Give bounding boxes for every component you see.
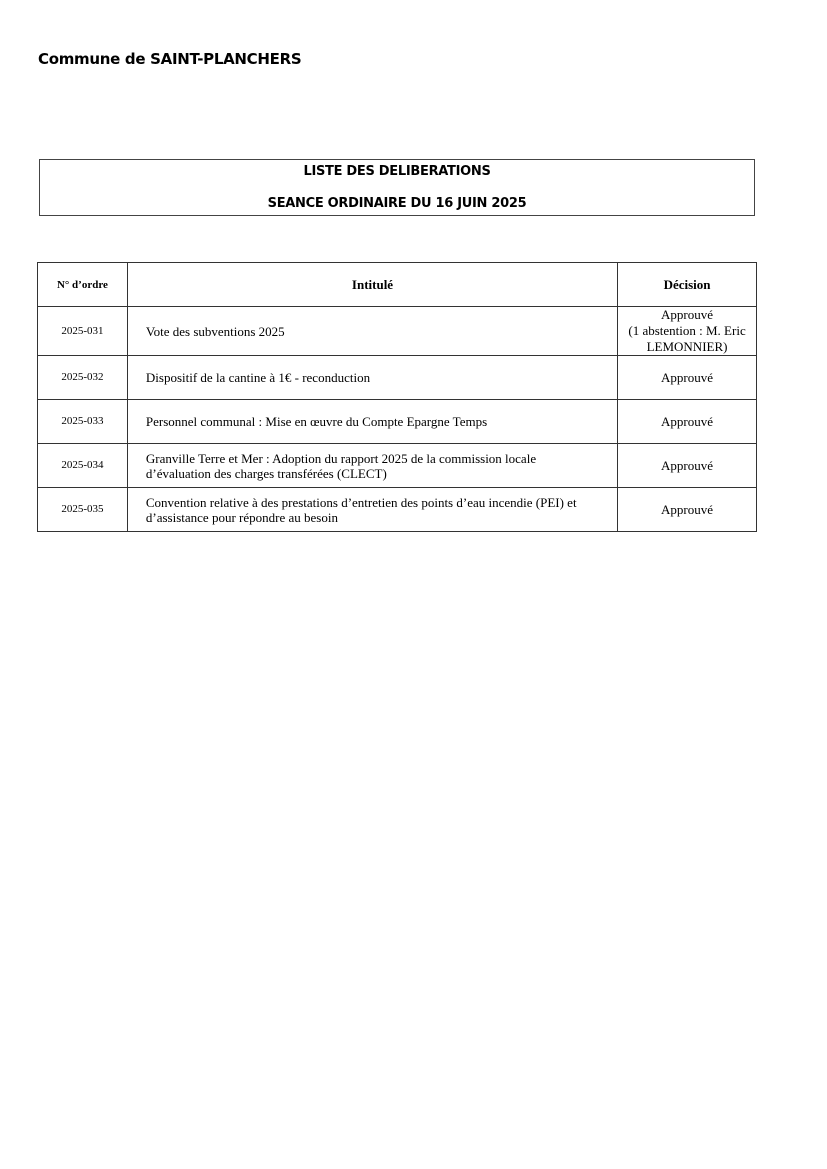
deliberations-table (37, 262, 757, 532)
row-title (127, 488, 617, 532)
row-decision (618, 307, 757, 356)
row-decision: Approuvé (618, 488, 757, 532)
column-header-num: N° d’ordre (38, 263, 128, 307)
row-title-line: d’évaluation des charges transférées (CLECT) (145, 465, 387, 481)
table-row (38, 356, 757, 400)
table-header-row (38, 263, 757, 307)
row-title-line: Convention relative à des prestations d’entretien des points d’eau incendie (PEI) et (145, 494, 577, 510)
row-title-line: d’assistance pour répondre au besoin (145, 509, 338, 525)
list-title: LISTE DES DELIBERATIONS (303, 164, 491, 179)
table-row (38, 444, 757, 488)
table-row (38, 488, 757, 532)
row-title-line: Granville Terre et Mer : Adoption du rapport 2025 de la commission locale (145, 450, 537, 466)
row-num: 2025-034 (38, 444, 128, 488)
row-title: Vote des subventions 2025 (127, 307, 617, 356)
row-decision: Approuvé (618, 444, 757, 488)
column-header-decision: Décision (618, 263, 757, 307)
table-row (38, 400, 757, 444)
decision-note: LEMONNIER) (646, 339, 728, 354)
session-title: SEANCE ORDINAIRE DU 16 JUIN 2025 (267, 196, 527, 211)
row-decision: Approuvé (618, 400, 757, 444)
decision-status: Approuvé (661, 307, 714, 322)
row-decision: Approuvé (618, 356, 757, 400)
commune-name: Commune de SAINT-PLANCHERS (38, 50, 302, 68)
deliberations-title-box (39, 159, 755, 216)
row-title: Personnel communal : Mise en œuvre du Compte Epargne Temps (127, 400, 617, 444)
table-row (38, 307, 757, 356)
row-num: 2025-031 (38, 307, 128, 356)
column-header-title: Intitulé (127, 263, 617, 307)
row-num: 2025-033 (38, 400, 128, 444)
row-title (127, 444, 617, 488)
row-title: Dispositif de la cantine à 1€ - reconduction (127, 356, 617, 400)
row-num: 2025-035 (38, 488, 128, 532)
decision-note: (1 abstention : M. Eric (628, 323, 746, 338)
row-num: 2025-032 (38, 356, 128, 400)
